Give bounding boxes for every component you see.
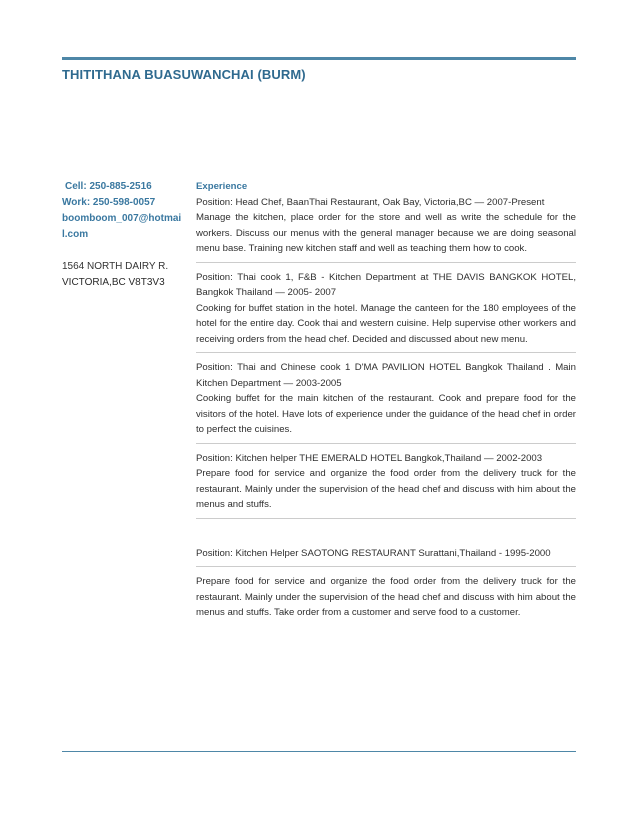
experience-section <box>196 179 576 621</box>
job-separator <box>196 443 576 444</box>
cell-phone: Cell: 250-885-2516 <box>65 181 152 192</box>
job-description: Prepare food for service and organize the food order from the delivery truck for the restaurant. Mainly under the supervision of the head chef and discuss with him about the menus and stuffs. <box>196 468 576 510</box>
email-line-2: l.com <box>62 229 89 240</box>
job-separator <box>196 566 576 567</box>
job-entry <box>196 195 576 257</box>
job-position: Position: Thai cook 1, F&B - Kitchen Department at THE DAVIS BANGKOK HOTEL, Bangkok Thailand — 2005- 2007 <box>196 271 576 298</box>
contact-column <box>62 179 182 291</box>
job-position: Position: Thai and Chinese cook 1 D'MA PAVILION HOTEL Bangkok Thailand . Main Kitchen Department — 2003-2005 <box>196 362 576 389</box>
job-description: Manage the kitchen, place order for the store and well as write the schedule for the workers. Discuss our menus with the general manager because we are doing seasonal menu base. Training new kitchen staff and well as teaching them how to cook. <box>196 212 576 254</box>
job-position: Position: Kitchen helper THE EMERALD HOTEL Bangkok,Thailand — 2002-2003 <box>196 452 543 464</box>
job-position: Position: Kitchen Helper SAOTONG RESTAURANT Surattani,Thailand - 1995-2000 <box>196 547 551 559</box>
job-entry <box>196 451 576 513</box>
top-divider <box>62 57 576 60</box>
job-separator <box>196 518 576 519</box>
job-entry <box>196 360 576 438</box>
job-position: Position: Head Chef, BaanThai Restaurant, Oak Bay, Victoria,BC — 2007-Present <box>196 196 545 208</box>
job-separator <box>196 262 576 263</box>
job-entry <box>196 546 576 621</box>
bottom-divider <box>62 751 576 752</box>
email-line-1: boomboom_007@hotmai <box>62 213 182 224</box>
job-entry <box>196 270 576 348</box>
job-description: Prepare food for service and organize the food order from the delivery truck for the restaurant. Mainly under the supervision of the head chef and discuss with him about the menus and stuffs. Take order from a customer and serve food to a customer. <box>196 576 576 618</box>
job-separator <box>196 352 576 353</box>
work-phone: Work: 250-598-0057 <box>62 197 156 208</box>
experience-heading: Experience <box>196 181 248 192</box>
job-description: Cooking for buffet station in the hotel. Manage the canteen for the 180 employees of the hotel for the entire day. Cook thai and western cuisine. Help supervise other workers and receiving orders from the head chef. Decided and discussed about new menu. <box>196 302 576 345</box>
address-line-1: 1564 NORTH DAIRY R. <box>62 261 169 272</box>
address-line-2: VICTORIA,BC V8T3V3 <box>62 277 165 288</box>
candidate-name: THITITHANA BUASUWANCHAI (BURM) <box>62 67 306 82</box>
job-description: Cooking buffet for the main kitchen of the restaurant. Cook and prepare food for the visitors of the hotel. Have lots of experience under the guidance of the head chef in order to perfect the cuisines. <box>196 393 576 435</box>
